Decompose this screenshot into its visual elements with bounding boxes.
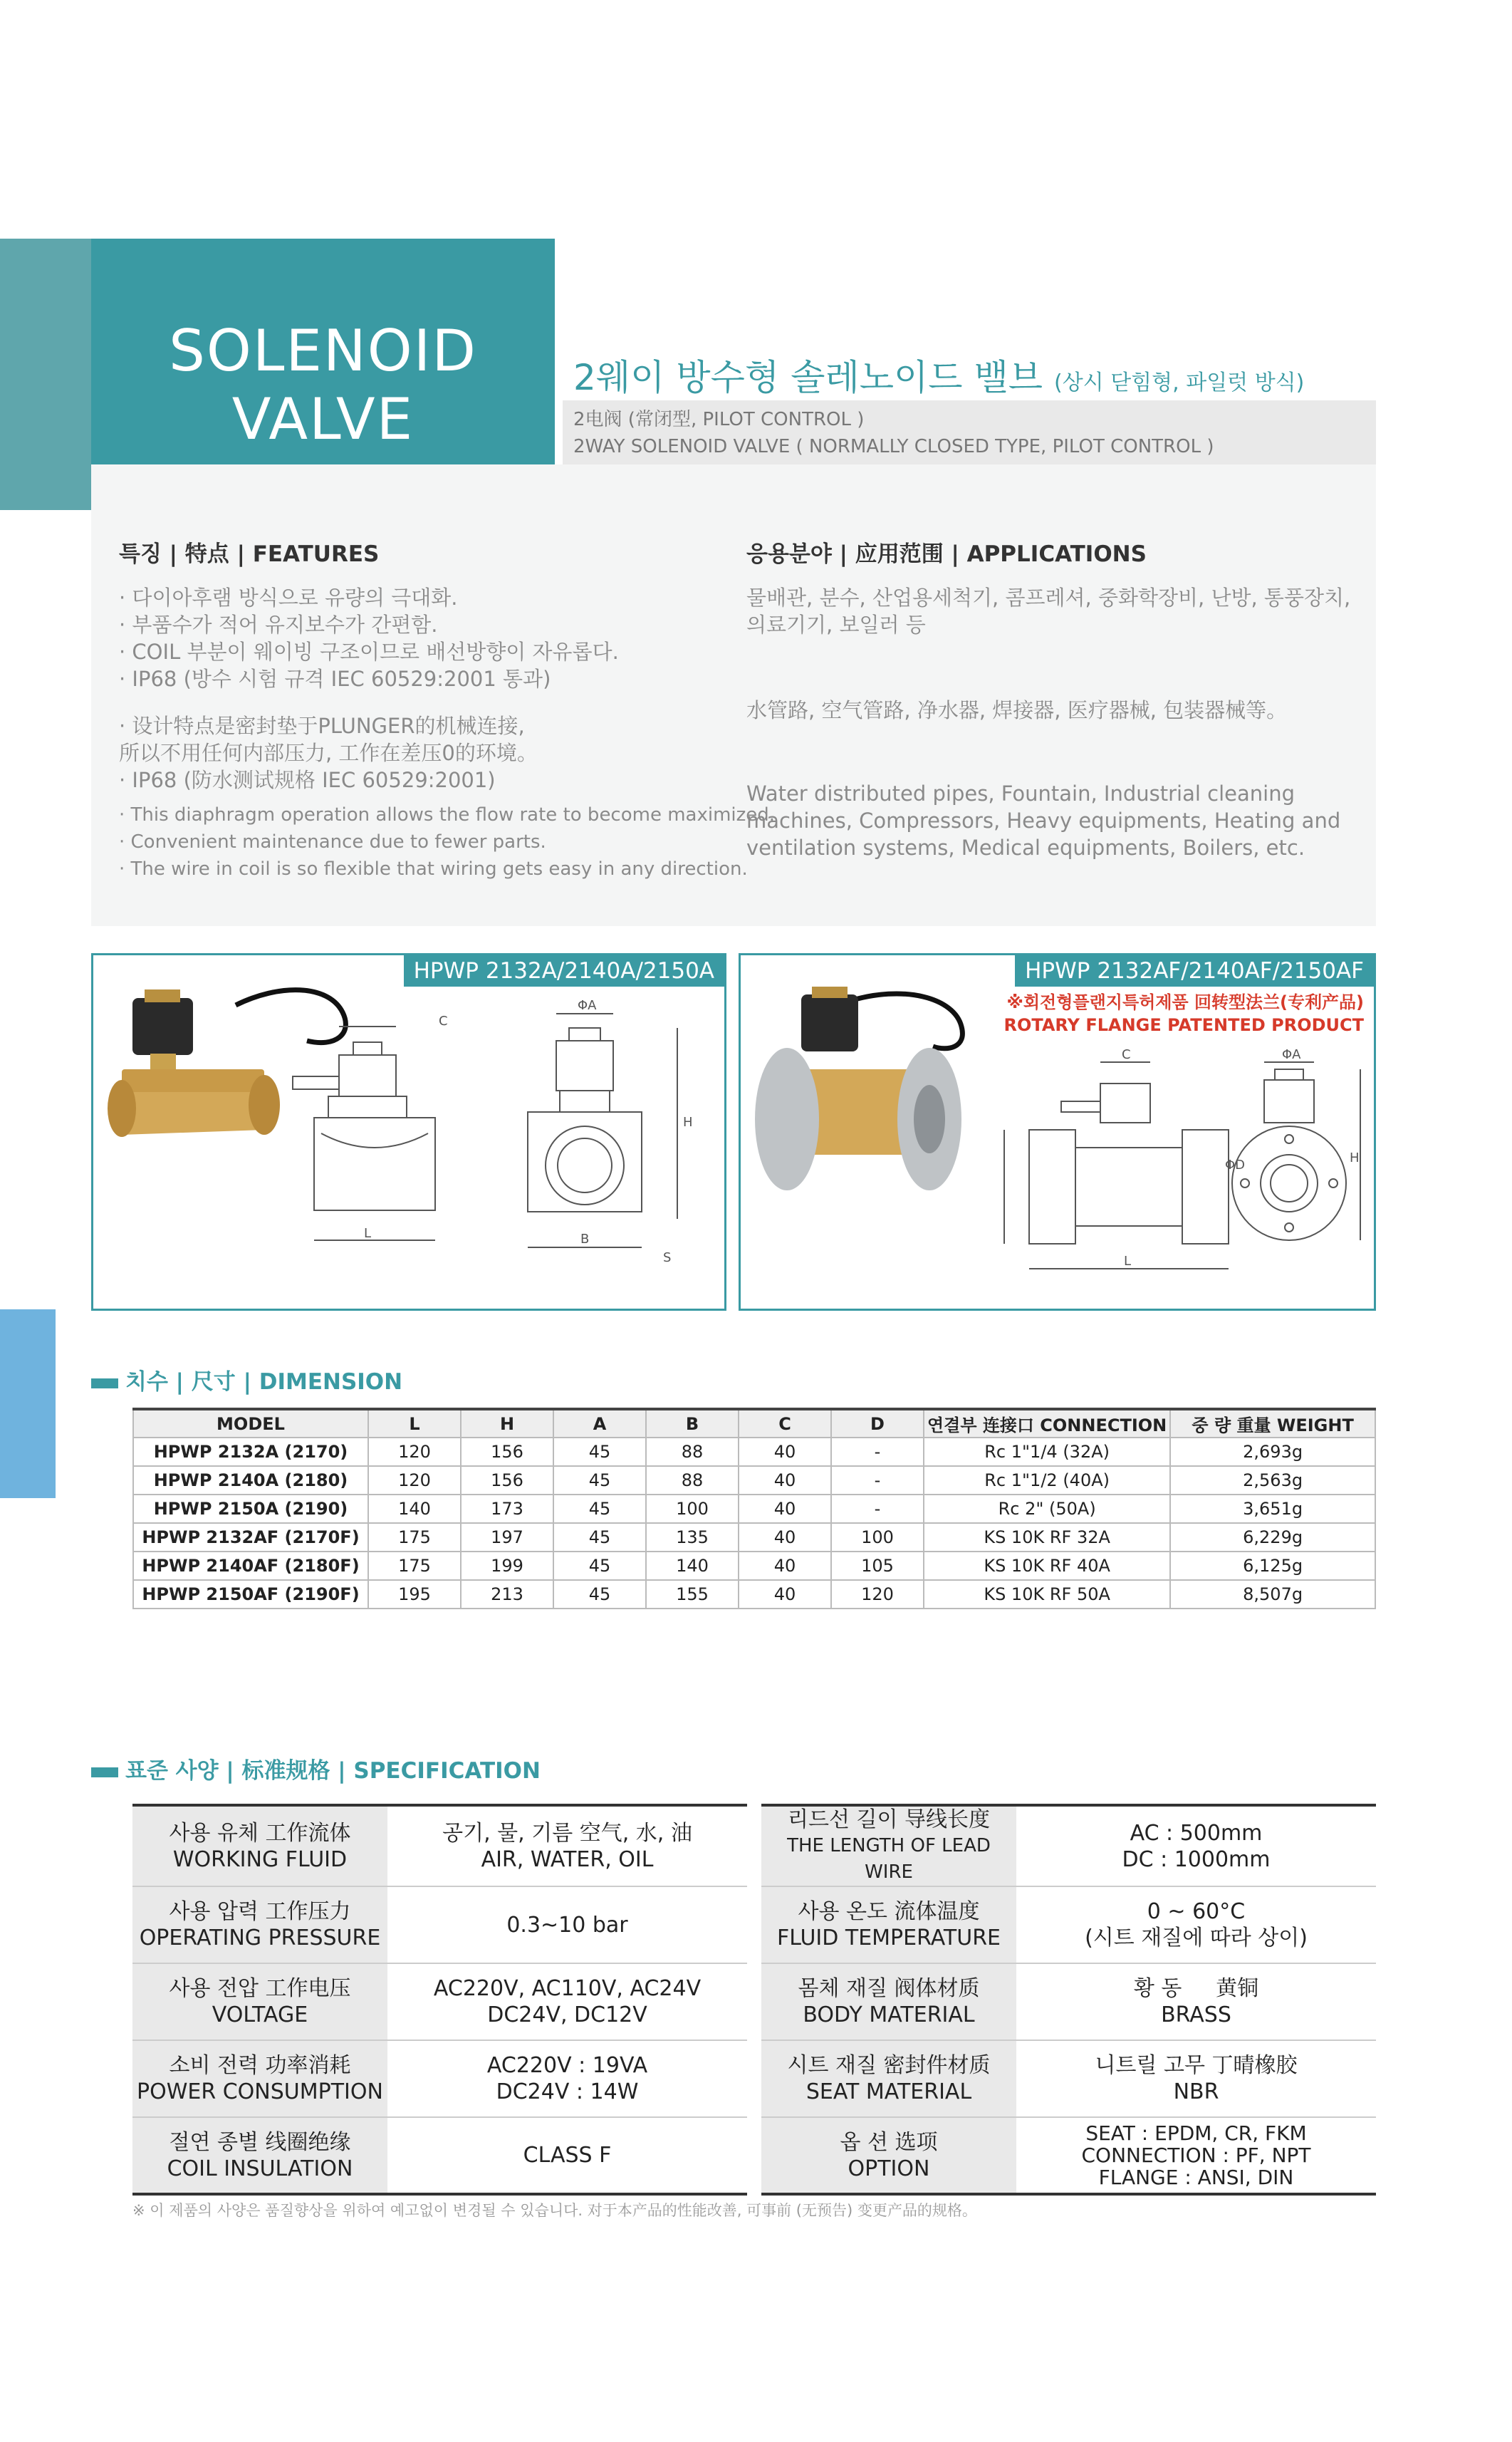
spec-label-line-2: WORKING FLUID [172, 1846, 348, 1872]
cell-d: 120 [831, 1580, 924, 1609]
flanged-front-view-drawing [1232, 1062, 1360, 1240]
spec-value-line-1: 0 ~ 60°C [1147, 1899, 1246, 1924]
spec-label-line-2: OPTION [848, 2156, 930, 2181]
cell-h: 199 [461, 1552, 553, 1580]
col-model: MODEL [133, 1409, 368, 1438]
spec-label-line-2: BODY MATERIAL [803, 2002, 975, 2027]
spec-label-line-1: 사용 전압 工作电压 [169, 1976, 351, 2001]
spec-gap [747, 1805, 761, 1886]
cell-d: - [831, 1466, 924, 1495]
table-row [133, 1466, 1375, 1495]
product-box-flanged [739, 953, 1376, 1311]
spec-value [1016, 1805, 1376, 1886]
application-en-3: ventilation systems, Medical equipments, Boilers, etc. [746, 836, 1305, 860]
cell-l: 140 [368, 1495, 461, 1523]
spec-label-line-1: 시트 재질 密封件材质 [787, 2053, 991, 2078]
spec-value [387, 2117, 747, 2194]
spec-value [1016, 2040, 1376, 2117]
spec-value [387, 1963, 747, 2040]
col-d: D [831, 1409, 924, 1438]
spec-label-line-1: 절연 종별 线圈绝缘 [169, 2129, 351, 2155]
heading-bar-icon [91, 1767, 118, 1777]
spec-value-line-3: FLANGE : ANSI, DIN [1098, 2166, 1294, 2189]
spec-label-line-1: 사용 유체 工作流体 [169, 1820, 351, 1846]
cell-l: 120 [368, 1438, 461, 1466]
cell-weight: 6,125g [1170, 1552, 1375, 1580]
title-line-1: SOLENOID [169, 318, 477, 384]
cell-l: 175 [368, 1552, 461, 1580]
flanged-dim-label-phia: ΦA [1282, 1047, 1301, 1062]
spec-value [1016, 1963, 1376, 2040]
cell-l: 195 [368, 1580, 461, 1609]
feature-cn-3: · IP68 (防水测试规格 IEC 60529:2001) [119, 768, 496, 792]
spec-value-line-1: SEAT : EPDM, CR, FKM [1085, 2121, 1307, 2145]
application-en-1: Water distributed pipes, Fountain, Industrial cleaning [746, 781, 1295, 806]
spec-label [761, 2117, 1016, 2194]
cell-model: HPWP 2140A (2180) [133, 1466, 368, 1495]
dim-label-b: B [580, 1232, 590, 1247]
specification-table [132, 1804, 1376, 2196]
spec-label-line-2: FLUID TEMPERATURE [776, 1926, 1001, 1950]
dimension-table [132, 1408, 1376, 1609]
spec-value-line-1: 니트릴 고무 丁晴橡胶 [1095, 2053, 1298, 2078]
cell-c: 40 [739, 1438, 831, 1466]
korean-title [573, 349, 1304, 400]
feature-en-3: · The wire in coil is so flexible that wiring gets easy in any direction. [119, 858, 748, 880]
spec-label-line-2: POWER CONSUMPTION [137, 2079, 383, 2104]
spec-label [132, 2117, 387, 2194]
subtitle-line-cn: 2电阀 (常闭型, PILOT CONTROL ) [573, 409, 865, 430]
cell-model: HPWP 2150A (2190) [133, 1495, 368, 1523]
application-ko-2: 의료기기, 보일러 등 [746, 613, 926, 637]
spec-value-line-1: 0.3~10 bar [506, 1912, 628, 1938]
spec-gap [747, 1886, 761, 1963]
flanged-dim-label-h: H [1350, 1150, 1360, 1165]
dimension-header-row [133, 1409, 1375, 1438]
patent-note-line-2: ROTARY FLANGE PATENTED PRODUCT [1003, 1015, 1364, 1035]
spec-value-line-2: DC24V, DC12V [487, 2002, 647, 2027]
cell-h: 156 [461, 1466, 553, 1495]
heading-bar-icon [91, 1378, 118, 1388]
cell-h: 156 [461, 1438, 553, 1466]
header-accent-stripe [0, 239, 91, 510]
cell-weight: 2,563g [1170, 1466, 1375, 1495]
spec-label [761, 1886, 1016, 1963]
spec-value [387, 1805, 747, 1886]
cell-weight: 3,651g [1170, 1495, 1375, 1523]
cell-connection: Rc 1"1/4 (32A) [924, 1438, 1170, 1466]
flanged-dim-label-c: C [1122, 1047, 1131, 1062]
flanged-dim-label-l: L [1124, 1254, 1132, 1269]
feature-cn-2: 所以不用任何内部压力, 工作在差压0的环境。 [119, 741, 538, 765]
cell-model: HPWP 2150AF (2190F) [133, 1580, 368, 1609]
spec-label [132, 2040, 387, 2117]
table-row [133, 1580, 1375, 1609]
col-c: C [739, 1409, 831, 1438]
dim-label-phia: ΦA [578, 998, 597, 1013]
cell-a: 45 [553, 1552, 646, 1580]
flanged-valve-illustration [741, 955, 1374, 1309]
spec-row [132, 1886, 1376, 1963]
flanged-valve-photo [755, 987, 962, 1190]
cell-connection: Rc 1"1/2 (40A) [924, 1466, 1170, 1495]
cell-b: 88 [646, 1438, 739, 1466]
spec-value-line-1: AC : 500mm [1130, 1820, 1263, 1846]
subtitle-band [563, 400, 1376, 464]
cell-a: 45 [553, 1495, 646, 1523]
feature-en-1: · This diaphragm operation allows the flow rate to become maximized. [119, 804, 776, 826]
spec-label [761, 1805, 1016, 1886]
spec-label-line-2: COIL INSULATION [167, 2156, 353, 2181]
spec-gap [747, 2040, 761, 2117]
product-box-threaded [91, 953, 726, 1311]
spec-label-line-1: 소비 전력 功率消耗 [169, 2053, 351, 2078]
feature-ko-3: · COIL 부분이 웨이빙 구조이므로 배선방향이 자유롭다. [119, 640, 619, 664]
page-side-accent [0, 1309, 56, 1498]
product-tag-threaded: HPWP 2132A/2140A/2150A [404, 955, 724, 987]
cell-weight: 8,507g [1170, 1580, 1375, 1609]
spec-row [132, 2117, 1376, 2194]
cell-h: 197 [461, 1523, 553, 1552]
spec-value-line-2: AIR, WATER, OIL [481, 1846, 654, 1872]
cell-weight: 6,229g [1170, 1523, 1375, 1552]
threaded-valve-illustration [93, 955, 724, 1309]
spec-value-line-1: CLASS F [523, 2143, 612, 2168]
spec-label [132, 1805, 387, 1886]
spec-value-line-1: 황 동 黄铜 [1133, 1976, 1259, 2001]
flanged-side-view-drawing [1004, 1062, 1229, 1269]
cell-a: 45 [553, 1438, 646, 1466]
application-en-2: machines, Compressors, Heavy equipments, Heating and [746, 809, 1341, 833]
spec-value-line-2: DC24V : 14W [496, 2079, 639, 2104]
specification-heading-text: 표준 사양 | 标准规格 | SPECIFICATION [125, 1758, 541, 1784]
col-weight: 중 량 重量 WEIGHT [1170, 1409, 1375, 1438]
cell-connection: Rc 2" (50A) [924, 1495, 1170, 1523]
features-list-cn [119, 712, 538, 794]
dimension-heading-text: 치수 | 尺寸 | DIMENSION [125, 1369, 403, 1395]
table-row [133, 1552, 1375, 1580]
cell-connection: KS 10K RF 40A [924, 1552, 1170, 1580]
spec-value-line-1: AC220V, AC110V, AC24V [433, 1976, 702, 2001]
feature-cn-1: · 设计特点是密封垫于PLUNGER的机械连接, [119, 714, 525, 738]
cell-d: 100 [831, 1523, 924, 1552]
cell-weight: 2,693g [1170, 1438, 1375, 1466]
specification-heading [91, 1752, 541, 1784]
applications-ko [746, 584, 1350, 638]
col-a: A [553, 1409, 646, 1438]
cell-model: HPWP 2132AF (2170F) [133, 1523, 368, 1552]
spec-label-line-2: OPERATING PRESSURE [139, 1926, 381, 1950]
spec-label-line-1: 옵 션 选项 [840, 2129, 938, 2155]
page-title [91, 317, 555, 454]
spec-gap [747, 2117, 761, 2194]
subtitle-line-en: 2WAY SOLENOID VALVE ( NORMALLY CLOSED TYPE, PILOT CONTROL ) [573, 436, 1214, 457]
feature-ko-1: · 다이아후램 방식으로 유량의 극대화. [119, 586, 458, 610]
spec-value [1016, 2117, 1376, 2194]
features-list-en [119, 801, 775, 883]
dim-label-s: S [663, 1250, 672, 1265]
cell-c: 40 [739, 1552, 831, 1580]
flanged-dim-label-d: ΦD [1225, 1158, 1246, 1173]
spec-gap [747, 1963, 761, 2040]
footnote: ※ 이 제품의 사양은 품질향상을 위하여 예고없이 변경될 수 있습니다. 对于本产品的性能改善, 可事前 (无预告) 变更产品的规格。 [132, 2202, 977, 2219]
korean-title-paren: (상시 닫힘형, 파일럿 방식) [1054, 370, 1305, 395]
spec-label-line-1: 몸체 재질 阀体材质 [798, 1976, 980, 2001]
cell-c: 40 [739, 1580, 831, 1609]
table-row [133, 1523, 1375, 1552]
dimension-heading [91, 1363, 402, 1396]
patent-note-line-1: ※회전형플랜지특허제품 回转型法兰(专利产品) [1006, 992, 1364, 1012]
col-connection: 연결부 连接口 CONNECTION [924, 1409, 1170, 1438]
product-tag-flanged: HPWP 2132AF/2140AF/2150AF [1015, 955, 1374, 987]
cell-h: 213 [461, 1580, 553, 1609]
spec-value-line-2: CONNECTION : PF, NPT [1081, 2144, 1311, 2167]
spec-label [761, 1963, 1016, 2040]
cell-connection: KS 10K RF 32A [924, 1523, 1170, 1552]
col-b: B [646, 1409, 739, 1438]
features-heading: 특징 | 特点 | FEATURES [119, 541, 380, 567]
spec-value [387, 1886, 747, 1963]
spec-label-line-2: THE LENGTH OF LEAD WIRE [787, 1835, 991, 1883]
spec-value-line-1: AC220V : 19VA [486, 2053, 648, 2078]
spec-row [132, 2040, 1376, 2117]
applications-en [746, 780, 1340, 861]
spec-value-line-2: NBR [1173, 2079, 1219, 2104]
cell-model: HPWP 2132A (2170) [133, 1438, 368, 1466]
cell-b: 135 [646, 1523, 739, 1552]
feature-ko-4: · IP68 (방수 시험 규격 IEC 60529:2001 통과) [119, 667, 551, 691]
dim-label-l: L [364, 1226, 372, 1241]
spec-label [132, 1963, 387, 2040]
cell-h: 173 [461, 1495, 553, 1523]
spec-value-line-1: 공기, 물, 기름 空气, 水, 油 [442, 1820, 692, 1846]
spec-value [387, 2040, 747, 2117]
spec-label-line-2: VOLTAGE [212, 2002, 308, 2027]
title-line-2: VALVE [231, 386, 415, 452]
cell-c: 40 [739, 1495, 831, 1523]
cell-c: 40 [739, 1523, 831, 1552]
cell-a: 45 [553, 1466, 646, 1495]
cell-model: HPWP 2140AF (2180F) [133, 1552, 368, 1580]
spec-label [761, 2040, 1016, 2117]
spec-row [132, 1805, 1376, 1886]
spec-value-line-2: BRASS [1161, 2002, 1231, 2027]
spec-row [132, 1963, 1376, 2040]
col-h: H [461, 1409, 553, 1438]
spec-label [132, 1886, 387, 1963]
applications-cn [746, 697, 1287, 724]
col-l: L [368, 1409, 461, 1438]
cell-b: 140 [646, 1552, 739, 1580]
cell-d: 105 [831, 1552, 924, 1580]
korean-title-main: 2웨이 방수형 솔레노이드 밸브 [573, 357, 1043, 398]
spec-label-line-2: SEAT MATERIAL [805, 2079, 972, 2104]
dim-label-c: C [439, 1014, 448, 1029]
cell-a: 45 [553, 1580, 646, 1609]
spec-value [1016, 1886, 1376, 1963]
spec-label-line-1: 사용 압력 工作压力 [169, 1899, 351, 1924]
cell-connection: KS 10K RF 50A [924, 1580, 1170, 1609]
valve-photo [108, 989, 345, 1137]
cell-d: - [831, 1438, 924, 1466]
application-cn-1: 水管路, 空气管路, 净水器, 焊接器, 医疗器械, 包装器械等。 [746, 698, 1288, 722]
cell-l: 175 [368, 1523, 461, 1552]
table-row [133, 1495, 1375, 1523]
cell-d: - [831, 1495, 924, 1523]
features-list-ko [119, 584, 619, 692]
cell-a: 45 [553, 1523, 646, 1552]
table-row [133, 1438, 1375, 1466]
spec-label-line-1: 사용 온도 流体温度 [798, 1899, 980, 1924]
spec-value-line-2: DC : 1000mm [1122, 1846, 1271, 1872]
cell-c: 40 [739, 1466, 831, 1495]
spec-value-line-2: (시트 재질에 따라 상이) [1085, 1926, 1308, 1950]
application-ko-1: 물배관, 분수, 산업용세척기, 콤프레셔, 중화학장비, 난방, 통풍장치, [746, 586, 1351, 610]
feature-en-2: · Convenient maintenance due to fewer parts. [119, 831, 546, 853]
cell-b: 100 [646, 1495, 739, 1523]
cell-b: 88 [646, 1466, 739, 1495]
spec-label-line-1: 리드선 길이 导线长度 [788, 1807, 990, 1832]
feature-ko-2: · 부품수가 적어 유지보수가 간편함. [119, 613, 438, 637]
cell-b: 155 [646, 1580, 739, 1609]
cell-l: 120 [368, 1466, 461, 1495]
side-view-drawing [293, 1027, 435, 1240]
applications-heading: 응용분야 | 应用范围 | APPLICATIONS [746, 541, 1147, 567]
dim-label-h: H [683, 1115, 693, 1130]
front-view-drawing [528, 1014, 677, 1247]
